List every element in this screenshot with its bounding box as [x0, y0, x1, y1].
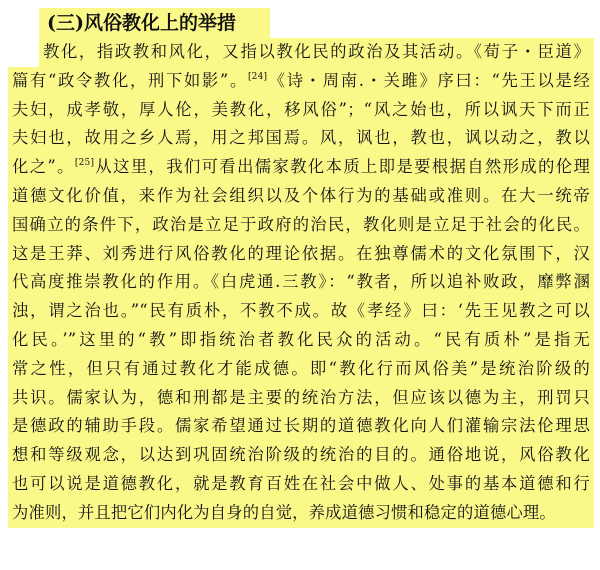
footnote-ref-24[interactable]: [24] — [247, 71, 268, 82]
text-line: 常之性，但只有通过教化才能成德。即“教化行而风俗美”是统治阶级的 — [8, 355, 594, 384]
text-line — [8, 153, 594, 182]
text-line: 夫妇也，故用之乡人焉，用之邦国焉。风，讽也，教也，讽以动之，教以 — [8, 124, 594, 153]
line-segment: 从这里，我们可看出儒家教化本质上即是要根据自然形成的伦理 — [94, 157, 591, 177]
text-line: 为准则，并且把它们内化为自身的自觉，养成道德习惯和稳定的道德心理。 — [8, 499, 594, 528]
text-line: 也可以说是道德教化，就是教育百姓在社会中做人、处事的基本道德和行 — [8, 470, 594, 499]
line-segment: 《诗・周南.・关雎》序曰：“先王以是经 — [267, 70, 590, 90]
footnote-ref-25[interactable]: [25] — [74, 158, 95, 169]
text-line: 夫妇，成孝敬，厚人伦，美教化，移风俗”；“风之始也，所以讽天下而正 — [8, 96, 594, 125]
text-line: 共识。儒家认为，德和刑都是主要的统治方法，但应该以德为主，刑罚只 — [8, 384, 594, 413]
text-line: 国确立的条件下，政治是立足于政府的治民，教化则是立足于社会的化民。 — [8, 211, 594, 240]
text-line: 想和等级观念，以达到巩固统治阶级的统治的目的。通俗地说，风俗教化 — [8, 441, 594, 470]
text-line: 教化，指政教和风化，又指以教化民的政治及其活动。《荀子・臣道》 — [39, 38, 594, 67]
section-heading: (三)风俗教化上的举措 — [39, 8, 270, 38]
text-line: 道德文化价值，来作为社会组织以及个体行为的基础或准则。在大一统帝 — [8, 182, 594, 211]
text-line: 代高度推崇教化的作用。《白虎通.三教》：“教者，所以追补败政，靡弊溷 — [8, 268, 594, 297]
body-text — [8, 38, 594, 528]
text-line: 化民。’”这里的“教”即指统治者教化民众的活动。“民有质朴”是指无 — [8, 326, 594, 355]
text-line — [8, 67, 594, 96]
text-line: 这是王莽、刘秀进行风俗教化的理论依据。在独尊儒术的文化氛围下，汉 — [8, 240, 594, 269]
text-line: 浊，谓之治也。”“民有质朴，不教不成。故《孝经》曰：‘先王见教之可以 — [8, 297, 594, 326]
line-segment: 篇有“政令教化，刑下如影”。 — [12, 70, 248, 90]
text-line: 是德政的辅助手段。儒家希望通过长期的道德教化向人们灌输宗法伦理思 — [8, 412, 594, 441]
line-segment: 化之”。 — [12, 157, 75, 177]
